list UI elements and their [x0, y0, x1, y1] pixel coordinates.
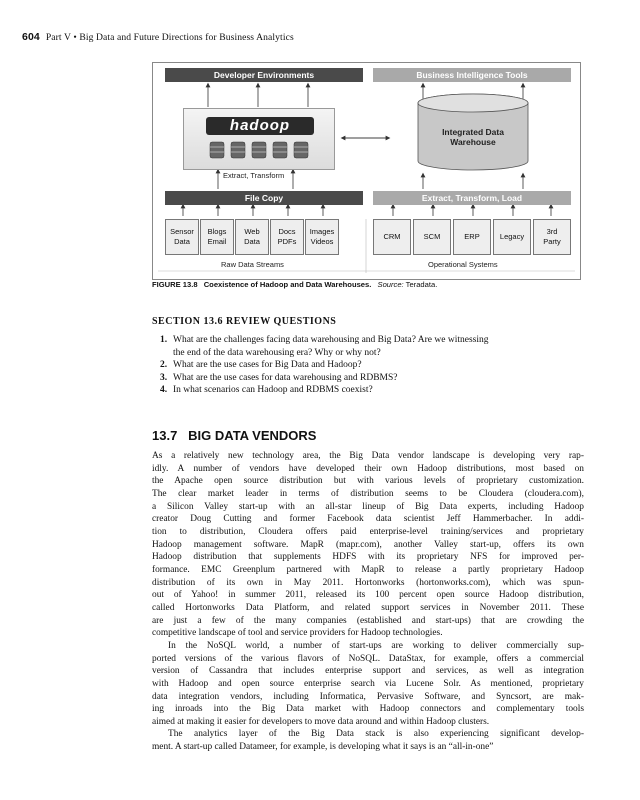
text-line: formance. EMC Greenplum partnered with MapR to release a partly proprietary Hadoop	[152, 564, 584, 575]
question-text: the end of the data warehousing era? Why or why not?	[173, 347, 381, 358]
ops-source-label: ERP	[464, 232, 480, 241]
ops-source-label: Party	[543, 237, 561, 246]
ops-source-box	[373, 219, 411, 255]
operational-systems-label: Operational Systems	[428, 260, 498, 269]
caption-number: FIGURE 13.8	[152, 280, 198, 289]
ops-source-box	[453, 219, 491, 255]
review-question	[160, 359, 590, 372]
raw-source-label: Data	[174, 237, 190, 246]
raw-source-label: Docs	[278, 227, 296, 236]
raw-source-label: Blogs	[207, 227, 227, 236]
text-line: Hadoop management software. MapR (mapr.com), another Valley start-up, offers its own	[152, 539, 584, 550]
caption-source: Teradata.	[405, 280, 438, 289]
text-line: out of Yahoo! in summer 2011, released its 100 percent open source Hadoop distribution,	[152, 590, 584, 601]
developer-environments-bar: Developer Environments	[165, 68, 363, 82]
etl-bar: Extract, Transform, Load	[373, 191, 571, 205]
text-line: As a relatively new technology area, the Big Data vendor landscape is developing very rap-	[152, 451, 584, 461]
text-line: ported versions of the various flavors of NoSQL. DataStax, for example, offers a commercial	[152, 653, 584, 664]
text-line: creator Doug Cutting and former Facebook data scientist Jeff Hammerbacher. In addi-	[152, 514, 584, 525]
question-text: What are the use cases for data warehousing and RDBMS?	[173, 372, 398, 383]
raw-source-label: Videos	[310, 237, 334, 246]
ops-source-label: CRM	[383, 232, 401, 241]
text-line: The analytics layer of the Big Data stack is also experiencing significant develop-	[168, 729, 584, 739]
text-line: distribution of its own in May 2011. Hortonworks (hortonworks.com), which was spun-	[152, 577, 584, 588]
raw-source-box	[305, 219, 339, 255]
text-line: In the NoSQL world, a number of start-ups are working to deliver commercially sup-	[168, 641, 584, 651]
bi-tools-bar: Business Intelligence Tools	[373, 68, 571, 82]
review-question	[160, 334, 590, 359]
raw-source-box	[270, 219, 304, 255]
raw-source-box	[235, 219, 269, 255]
hadoop-logo: hadoop	[206, 117, 314, 135]
text-line: ing inroads into the Big Data market with Hadoop connectors and complementary tools	[152, 704, 584, 715]
paragraph-analytics	[152, 728, 584, 753]
ops-source-box	[413, 219, 451, 255]
text-line: with Hadoop and open source enterprise search via Lucene Solr. As mentioned, proprietary	[152, 678, 584, 689]
review-section-title: SECTION 13.6 REVIEW QUESTIONS	[152, 316, 337, 327]
running-header	[22, 31, 294, 43]
text-line: version of Cassandra that includes enterprise support and services, as well as integration	[152, 666, 584, 677]
question-text: What are the challenges facing data warehousing and Big Data? Are we witnessing	[173, 335, 489, 345]
raw-source-box	[200, 219, 234, 255]
section-title: BIG DATA VENDORS	[188, 428, 317, 443]
text-line: tion to distribution, Cloudera offers paid enterprise-level training/services and proprietary	[152, 526, 584, 537]
paragraph-vendors	[152, 450, 584, 640]
question-text: In what scenarios can Hadoop and RDBMS coexist?	[173, 385, 373, 395]
review-question	[160, 384, 590, 397]
text-line: the Apache open source distribution but with various levels of proprietary customization.	[152, 476, 584, 487]
figure-caption	[152, 280, 437, 289]
file-copy-bar: File Copy	[165, 191, 363, 205]
extract-transform-label: Extract, Transform	[223, 171, 285, 180]
question-text: What are the use cases for Big Data and Hadoop?	[173, 360, 362, 370]
raw-source-label: PDFs	[277, 237, 297, 246]
question-number: 3.	[160, 372, 168, 383]
text-line: idly. A number of vendors have developed their own Hadoop distributions, most based on	[152, 463, 584, 474]
text-line: a Silicon Valley start-up with an all-star lineup of Big Data experts, including Hadoop	[152, 501, 584, 512]
page-number: 604	[22, 31, 40, 43]
figure-13-8	[152, 62, 581, 280]
question-number: 4.	[160, 385, 168, 395]
text-line: ment. A start-up called Datameer, for example, is developing what it says is an “all-in-one”	[152, 741, 494, 752]
raw-source-label: Sensor	[170, 227, 194, 236]
ops-source-box	[533, 219, 571, 255]
question-number: 1.	[160, 335, 168, 345]
hadoop-cluster-box	[183, 108, 335, 170]
database-icons	[184, 109, 334, 169]
raw-data-streams-label: Raw Data Streams	[221, 260, 284, 269]
raw-source-label: Data	[244, 237, 260, 246]
ops-source-label: Legacy	[499, 232, 525, 241]
review-question	[160, 372, 590, 385]
paragraph-nosql	[152, 640, 584, 729]
text-line: Hadoop distribution that supplements HDFS with its proprietary NFS for improved per-	[152, 552, 584, 563]
integrated-dw-label: Integrated Data Warehouse	[442, 127, 504, 147]
raw-source-label: Web	[244, 227, 260, 236]
text-line: aimed at making it easier for developers to move data around and within Hadoop clusters.	[152, 716, 490, 727]
caption-source-label: Source:	[377, 280, 404, 289]
text-line: called Hortonworks Data Platform, and related support services in November 2011. These	[152, 602, 584, 613]
ops-source-label: SCM	[423, 232, 441, 241]
caption-text: Coexistence of Hadoop and Data Warehouses.	[203, 280, 372, 289]
running-title: Part V • Big Data and Future Directions for Business Analytics	[45, 32, 294, 43]
ops-source-label: 3rd	[546, 227, 558, 236]
raw-source-label: Images	[309, 227, 335, 236]
section-number: 13.7	[152, 428, 178, 443]
text-line: data integration vendors, including Informatica, Pervasive Software, and Syncsort, are mak-	[152, 691, 584, 702]
ops-source-box	[493, 219, 531, 255]
text-line: The clear market leader in terms of distribution seems to be Cloudera (cloudera.com),	[152, 488, 584, 499]
raw-source-label: Email	[207, 237, 227, 246]
section-heading	[152, 428, 316, 443]
raw-source-box	[165, 219, 199, 255]
question-number: 2.	[160, 360, 168, 370]
text-line: competitive landscape of tool and service providers for Hadoop technologies.	[152, 628, 443, 639]
text-line: are just a few of the many companies (established and start-ups) that are crowding the	[152, 615, 584, 626]
